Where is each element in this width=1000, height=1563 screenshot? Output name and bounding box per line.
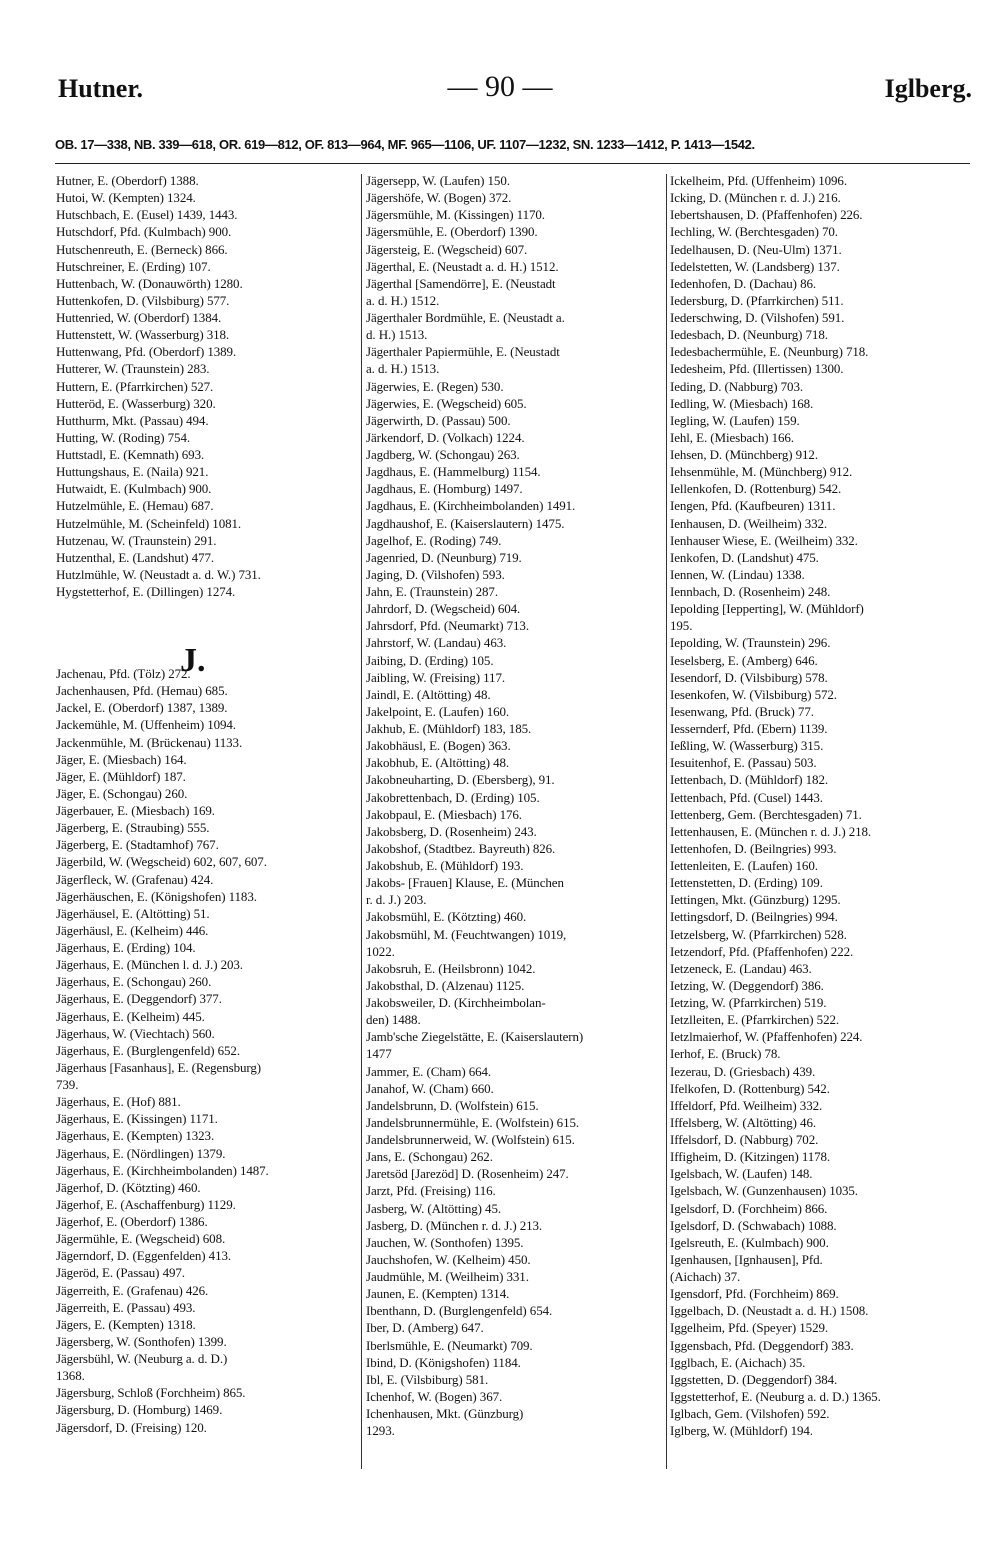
running-head-left: Hutner. xyxy=(58,74,143,103)
abbreviation-line: OB. 17—338, NB. 339—618, OR. 619—812, OF. 813—964, MF. 965—1106, UF. 1107—1232, SN. 1233—1412, P. 1413—1542. xyxy=(55,137,755,152)
running-head-right: Iglberg. xyxy=(884,74,972,103)
column-3-entries: Ickelheim, Pfd. (Uffenheim) 1096. Icking, D. (München r. d. J.) 216. Iebertshausen, D. (Pfaffenhofen) 226. Iechling, W. (Berchtesgaden) 70. Iedelhausen, D. (Neu-Ulm) 1371. Iedelstetten, W. (Landsberg) 137. Iedenhofen, D. (Dachau) 86. Iedersburg, D. (Pfarrkirchen) 511. Iederschwing, D. (Vilshofen) 591. Iedesbach, D. (Neunburg) 718. Iedesbachermühle, E. (Neunburg) 718. Iedesheim, Pfd. (Illertissen) 1300. Ieding, D. (Nabburg) 703. Iedling, W. (Miesbach) 168. Iegling, W. (Laufen) 159. Iehl, E. (Miesbach) 166. Iehsen, D. (Münchberg) 912. Iehsenmühle, M. (Münchberg) 912. Iellenkofen, D. (Rottenburg) 542. Iengen, Pfd. (Kaufbeuren) 1311. Ienhausen, D. (Weilheim) 332. Ienhauser Wiese, E. (Weilheim) 332. Ienkofen, D. (Landshut) 475. Iennen, W. (Lindau) 1338. Iennbach, D. (Rosenheim) 248. Iepolding [Iepperting], W. (Mühldorf) 195. Iepolding, W. (Traunstein) 296. Ieselsberg, E. (Amberg) 646. Iesendorf, D. (Vilsbiburg) 578. Iesenkofen, W. (Vilsbiburg) 572. Iesenwang, Pfd. (Bruck) 77. Iessernderf, Pfd. (Ebern) 1139. Ießling, W. (Wasserburg) 315. Iesuitenhof, E. (Passau) 503. Iettenbach, D. (Mühldorf) 182. Iettenbach, Pfd. (Cusel) 1443. Iettenberg, Gem. (Berchtesgaden) 71. Iettenhausen, E. (München r. d. J.) 218. Iettenhofen, D. (Beilngries) 993. Iettenleiten, E. (Laufen) 160. Iettenstetten, D. (Erding) 109. Iettingen, Mkt. (Günzburg) 1295. Iettingsdorf, D. (Beilngries) 994. Ietzelsberg, W. (Pfarrkirchen) 528. Ietzendorf, Pfd. (Pfaffenhofen) 222. Ietzeneck, E. (Landau) 463. Ietzing, W. (Deggendorf) 386. Ietzing, W. (Pfarrkirchen) 519. Ietzlleiten, E. (Pfarrkirchen) 522. Ietzlmaierhof, W. (Pfaffenhofen) 224. Ierhof, E. (Bruck) 78. Iezerau, D. (Griesbach) 439. Ifelkofen, D. (Rottenburg) 542. Iffeldorf, Pfd. Weilheim) 332. Iffelsberg, W. (Altötting) 46. Iffelsdorf, D. (Nabburg) 702. Iffigheim, D. (Kitzingen) 1178. Igelsbach, W. (Laufen) 148. Igelsbach, W. (Gunzenhausen) 1035. Igelsdorf, D. (Forchheim) 866. Igelsdorf, D. (Schwabach) 1088. Igelsreuth, E. (Kulmbach) 900. Igenhausen, [Ignhausen], Pfd. (Aichach) 37. Igensdorf, Pfd. (Forchheim) 869. Iggelbach, D. (Neustadt a. d. H.) 1508. Iggelheim, Pfd. (Speyer) 1529. Iggensbach, Pfd. (Deggendorf) 383. Igglbach, E. (Aichach) 35. Iggstetten, D. (Deggendorf) 384. Iggstetterhof, E. (Neuburg a. d. D.) 1365. Iglbach, Gem. (Vilshofen) 592. Iglberg, W. (Mühldorf) 194. xyxy=(670,173,881,1439)
column-1-entries: Hutner, E. (Oberdorf) 1388. Hutoi, W. (Kempten) 1324. Hutschbach, E. (Eusel) 1439, 1443. Hutschdorf, Pfd. (Kulmbach) 900. Hutschenreuth, E. (Berneck) 866. Hutschreiner, E. (Erding) 107. Huttenbach, W. (Donauwörth) 1280. Huttenkofen, D. (Vilsbiburg) 577. Huttenried, W. (Oberdorf) 1384. Huttenstett, W. (Wasserburg) 318. Huttenwang, Pfd. (Oberdorf) 1389. Hutterer, W. (Traunstein) 283. Huttern, E. (Pfarrkirchen) 527. Hutteröd, E. (Wasserburg) 320. Hutthurm, Mkt. (Passau) 494. Hutting, W. (Roding) 754. Huttstadl, E. (Kemnath) 693. Huttungshaus, E. (Naila) 921. Hutwaidt, E. (Kulmbach) 900. Hutzelmühle, E. (Hemau) 687. Hutzelmühle, M. (Scheinfeld) 1081. Hutzenau, W. (Traunstein) 291. Hutzenthal, E. (Landshut) 477. Hutzlmühle, W. (Neustadt a. d. W.) 731. Hygstetterhof, E. (Dillingen) 1274. xyxy=(56,173,261,599)
header-rule xyxy=(55,163,970,164)
section-letter: J. xyxy=(180,642,206,679)
page-number: — 90 — xyxy=(447,70,553,103)
column-1-j-entries: Jachenau, Pfd. (Tölz) 272. Jachenhausen, Pfd. (Hemau) 685. Jackel, E. (Oberdorf) 1387, 1389. Jackemühle, M. (Uffenheim) 1094. Jackenmühle, M. (Brückenau) 1133. Jäger, E. (Miesbach) 164. Jäger, E. (Mühldorf) 187. Jäger, E. (Schongau) 260. Jägerbauer, E. (Miesbach) 169. Jägerberg, E. (Straubing) 555. Jägerberg, E. (Stadtamhof) 767. Jägerbild, W. (Wegscheid) 602, 607, 607. Jägerfleck, W. (Grafenau) 424. Jägerhäuschen, E. (Königshofen) 1183. Jägerhäusel, E. (Altötting) 51. Jägerhäusl, E. (Kelheim) 446. Jägerhaus, E. (Erding) 104. Jägerhaus, E. (München l. d. J.) 203. Jägerhaus, E. (Schongau) 260. Jägerhaus, E. (Deggendorf) 377. Jägerhaus, E. (Kelheim) 445. Jägerhaus, W. (Viechtach) 560. Jägerhaus, E. (Burglengenfeld) 652. Jägerhaus [Fasanhaus], E. (Regensburg) 739. Jägerhaus, E. (Hof) 881. Jägerhaus, E. (Kissingen) 1171. Jägerhaus, E. (Kempten) 1323. Jägerhaus, E. (Nördlingen) 1379. Jägerhaus, E. (Kirchheimbolanden) 1487. Jägerhof, D. (Kötzting) 460. Jägerhof, E. (Aschaffenburg) 1129. Jägerhof, E. (Oberdorf) 1386. Jägermühle, E. (Wegscheid) 608. Jägerndorf, D. (Eggenfelden) 413. Jägeröd, E. (Passau) 497. Jägerreith, E. (Grafenau) 426. Jägerreith, E. (Passau) 493. Jägers, E. (Kempten) 1318. Jägersberg, W. (Sonthofen) 1399. Jägersbühl, W. (Neuburg a. d. D.) 1368. Jägersburg, Schloß (Forchheim) 865. Jägersburg, D. (Homburg) 1469. Jägersdorf, D. (Freising) 120. xyxy=(56,666,269,1435)
column-2-entries: Jägersepp, W. (Laufen) 150. Jägershöfe, W. (Bogen) 372. Jägersmühle, M. (Kissingen) 1170. Jägersmühle, E. (Oberdorf) 1390. Jägersteig, E. (Wegscheid) 607. Jägerthal, E. (Neustadt a. d. H.) 1512. Jägerthal [Samendörre], E. (Neustadt a. d. H.) 1512. Jägerthaler Bordmühle, E. (Neustadt a. d. H.) 1513. Jägerthaler Papiermühle, E. (Neustadt a. d. H.) 1513. Jägerwies, E. (Regen) 530. Jägerwies, E. (Wegscheid) 605. Jägerwirth, D. (Passau) 500. Järkendorf, D. (Volkach) 1224. Jagdberg, W. (Schongau) 263. Jagdhaus, E. (Hammelburg) 1154. Jagdhaus, E. (Homburg) 1497. Jagdhaus, E. (Kirchheimbolanden) 1491. Jagdhaushof, E. (Kaiserslautern) 1475. Jagelhof, E. (Roding) 749. Jagenried, D. (Neunburg) 719. Jaging, D. (Vilshofen) 593. Jahn, E. (Traunstein) 287. Jahrdorf, D. (Wegscheid) 604. Jahrsdorf, Pfd. (Neumarkt) 713. Jahrstorf, W. (Landau) 463. Jaibing, D. (Erding) 105. Jaibling, W. (Freising) 117. Jaindl, E. (Altötting) 48. Jakelpoint, E. (Laufen) 160. Jakhub, E. (Mühldorf) 183, 185. Jakobhäusl, E. (Bogen) 363. Jakobhub, E. (Altötting) 48. Jakobneuharting, D. (Ebersberg), 91. Jakobrettenbach, D. (Erding) 105. Jakobpaul, E. (Miesbach) 176. Jakobsberg, D. (Rosenheim) 243. Jakobshof, (Stadtbez. Bayreuth) 826. Jakobshub, E. (Mühldorf) 193. Jakobs- [Frauen] Klause, E. (München r. d. J.) 203. Jakobsmühl, E. (Kötzting) 460. Jakobsmühl, M. (Feuchtwangen) 1019, 1022. Jakobsruh, E. (Heilsbronn) 1042. Jakobsthal, D. (Alzenau) 1125. Jakobsweiler, D. (Kirchheimbolan- den) 1488. Jamb'sche Ziegelstätte, E. (Kaiserslautern) 1477 Jammer, E. (Cham) 664. Janahof, W. (Cham) 660. Jandelsbrunn, D. (Wolfstein) 615. Jandelsbrunnermühle, E. (Wolfstein) 615. Jandelsbrunnerweid, W. (Wolfstein) 615. Jans, E. (Schongau) 262. Jaretsöd [Jarezöd] D. (Rosenheim) 247. Jarzt, Pfd. (Freising) 116. Jasberg, W. (Altötting) 45. Jasberg, D. (München r. d. J.) 213. Jauchen, W. (Sonthofen) 1395. Jauchshofen, W. (Kelheim) 450. Jaudmühle, M. (Weilheim) 331. Jaunen, E. (Kempten) 1314. Ibenthann, D. (Burglengenfeld) 654. Iber, D. (Amberg) 647. Iberlsmühle, E. (Neumarkt) 709. Ibind, D. (Königshofen) 1184. Ibl, E. (Vilsbiburg) 581. Ichenhof, W. (Bogen) 367. Ichenhausen, Mkt. (Günzburg) 1293. xyxy=(366,173,584,1439)
column-divider-1 xyxy=(361,174,362,1469)
column-divider-2 xyxy=(666,174,667,1469)
